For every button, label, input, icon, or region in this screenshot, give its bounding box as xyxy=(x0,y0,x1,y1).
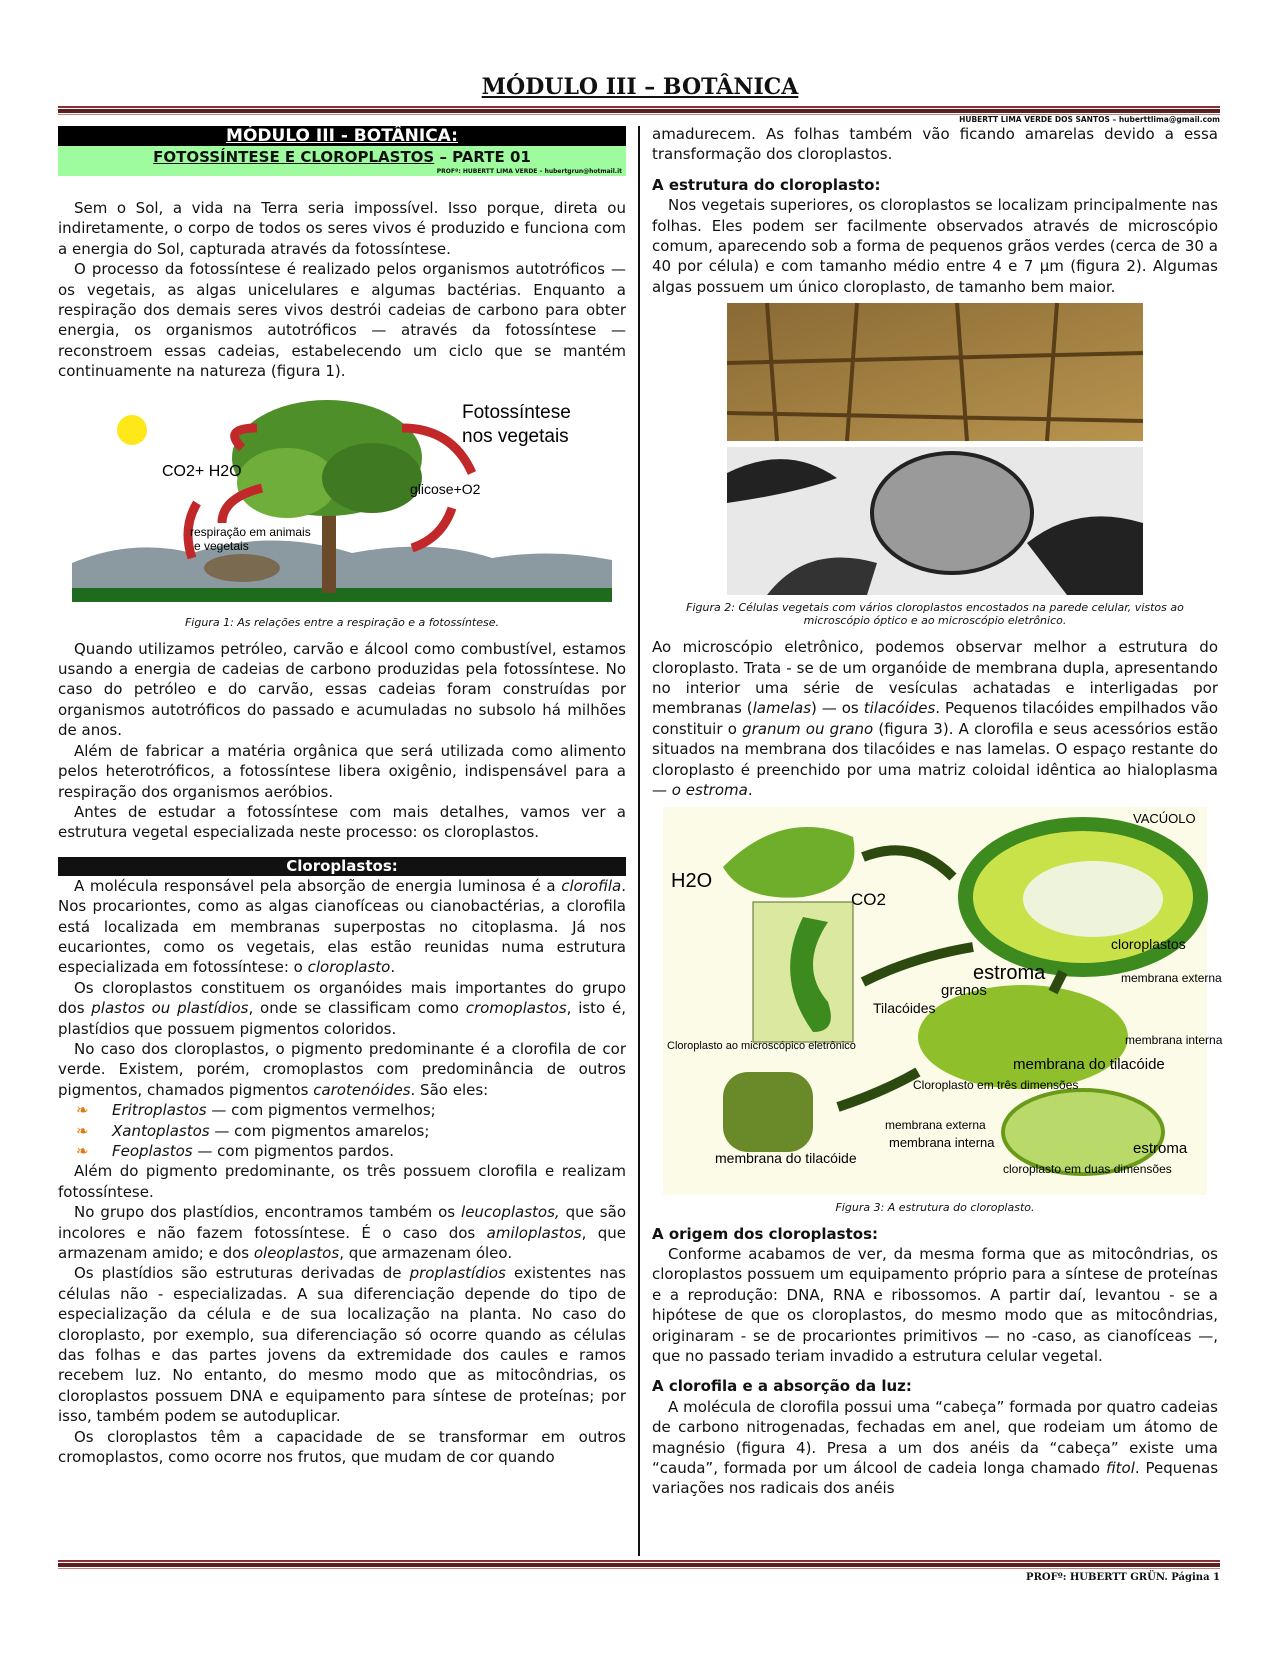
leaf-bullet-icon: ❧ xyxy=(76,1101,89,1120)
paragraph xyxy=(652,195,1218,297)
label-h2o: H2O xyxy=(671,869,713,892)
label-co2: CO2 xyxy=(851,889,886,909)
plastid-desc: — com pigmentos amarelos; xyxy=(209,1121,430,1140)
text-run: Os cloroplastos constituem os organóides mais importantes do grupo dos xyxy=(58,978,626,1018)
heading-clorofila-luz: A clorofila e a absorção da luz: xyxy=(652,1377,912,1396)
text-run: Sem o Sol, a vida na Terra seria impossível. Isso porque, direta ou indiretamente, o corpo de todos os seres vivos é produzido e funciona com a energia do Sol, capturada através da fotossíntese. xyxy=(58,199,626,258)
text-run: O processo da fotossíntese é realizado pelos organismos autotróficos — os vegetais, as algas unicelulares e algumas bactérias. Enquanto a respiração dos demais seres vivos destrói cadeias de carbono para obter energia, os organismos autotróficos — através da fotossíntese — reconstroem essas cadeias, estabelecendo um ciclo que se mantém continuamente na natureza (figura 1). xyxy=(58,260,626,381)
text-run: No caso dos cloroplastos, o pigmento predominante é a clorofila de cor verde. Existem, porém, cromoplastos com predominância de outros pigmentos, chamados pigmentos xyxy=(58,1039,626,1099)
figure-1-caption: Figura 1: As relações entre a respiração e a fotossíntese. xyxy=(184,615,500,629)
section-cloroplastos: Cloroplastos: xyxy=(58,857,626,876)
paragraph xyxy=(58,1161,626,1202)
fig1-label-resp: respiração em animais xyxy=(190,524,311,539)
left-column xyxy=(58,126,626,1468)
chloroplast-3d xyxy=(918,985,1128,1089)
figure-3-caption: Figura 3: A estrutura do cloroplasto. xyxy=(835,1200,1035,1214)
text-run: Os plastídios são estruturas derivadas de xyxy=(74,1264,410,1283)
text-run: . Pequenas variações nos radicais dos anéis xyxy=(652,1458,1219,1498)
right-column xyxy=(652,124,1223,1499)
fig1-label-glicose: glicose+O2 xyxy=(410,480,481,497)
label-membrana-interna: membrana interna xyxy=(1125,1032,1223,1047)
text-run: existentes nas células não - especializadas. A sua diferenciação depende do tipo de especialização da célula e de sua localização na planta. No caso do cloroplasto, por exemplo, sua diferenciação só ocorre quando as células das folhas e das partes jovens da extremidade dos caules e ramos recebem luz. No entanto, do mesmo modo que as mitocôndrias, os cloroplastos possuem DNA e equipamento para síntese de proteínas; por isso, também podem se autoduplicar. xyxy=(58,1264,627,1426)
paragraph xyxy=(58,876,626,978)
subtitle-part: – PARTE 01 xyxy=(434,148,531,166)
text-block xyxy=(652,1244,1218,1366)
text-run: . xyxy=(747,781,753,800)
italic-term: granum ou grano xyxy=(742,719,874,738)
label-vacuolo: VACÚOLO xyxy=(1133,810,1196,826)
label-duas-dimensoes: cloroplasto em duas dimensões xyxy=(1003,1161,1172,1176)
italic-term: amiloplastos xyxy=(486,1223,582,1242)
text-run: . São eles: xyxy=(410,1080,489,1099)
text-run: , isto é, plastídios que possuem pigmentos coloridos. xyxy=(58,999,626,1038)
text-run: , que armazenam amido; e dos xyxy=(58,1223,626,1263)
text-block xyxy=(58,876,626,1100)
paragraph xyxy=(58,1263,626,1426)
italic-term: proplastídios xyxy=(409,1264,506,1283)
sun-icon xyxy=(117,415,147,445)
footer-rule xyxy=(58,1560,1220,1569)
leaf-bullet-icon: ❧ xyxy=(76,1121,89,1140)
text-run: Além de fabricar a matéria orgânica que será utilizada como alimento pelos heterotróficos, a fotossíntese libera oxigênio, indispensável para a respiração dos organismos aeróbios. xyxy=(58,741,626,801)
label-membrana-tilacoide: membrana do tilacóide xyxy=(1013,1055,1165,1073)
column-divider xyxy=(638,126,640,1556)
text-block xyxy=(58,639,626,843)
box-subtitle xyxy=(58,146,626,176)
text-run: Além do pigmento predominante, os três possuem clorofila e realizam fotossíntese. xyxy=(58,1162,626,1201)
paragraph xyxy=(652,124,1218,165)
italic-term: carotenóides xyxy=(313,1080,411,1099)
page-title: MÓDULO III – BOTÂNICA xyxy=(481,74,799,100)
fig1-label-resp-2: e vegetais xyxy=(194,538,249,553)
paragraph xyxy=(58,639,626,741)
fig1-label-co2: CO2+ H2O xyxy=(162,462,242,480)
text-run: No grupo dos plastídios, encontramos também os xyxy=(74,1203,462,1222)
label-membrana-tilacoide-2: membrana do tilacóide xyxy=(715,1149,857,1166)
paragraph xyxy=(58,198,626,259)
paragraph xyxy=(652,1397,1218,1499)
paragraph xyxy=(58,802,626,843)
italic-term: plastos ou plastídios xyxy=(91,999,249,1018)
text-block xyxy=(58,198,626,382)
text-block xyxy=(652,637,1218,800)
figure-3-chloroplast-structure xyxy=(663,807,1223,1195)
paragraph xyxy=(58,259,626,381)
text-block xyxy=(652,1397,1218,1499)
italic-term: fitol xyxy=(1105,1458,1135,1477)
plastid-desc: — com pigmentos pardos. xyxy=(192,1142,395,1160)
page-footer: PROFº: HUBERTT GRÜN. Página 1 xyxy=(1026,1572,1220,1583)
text-run: que são incolores e não fazem fotossíntese. É o caso dos xyxy=(58,1203,626,1242)
paragraph xyxy=(58,978,626,1039)
label-estroma-2: estroma xyxy=(1133,1139,1188,1157)
box-title: MÓDULO III - BOTÂNICA: xyxy=(58,126,626,146)
subtitle-main: FOTOSSÍNTESE E CLOROPLASTOS xyxy=(153,148,435,166)
text-run: , que armazenam óleo. xyxy=(339,1244,513,1263)
box-credit: PROFº: HUBERTT LIMA VERDE – hubertgrun@hotmail.it xyxy=(436,168,622,175)
text-block xyxy=(58,1161,626,1467)
fig1-title: Fotossíntese xyxy=(462,401,571,423)
text-run: Conforme acabamos de ver, da mesma forma que as mitocôndrias, os cloroplastos possuem um equipamento próprio para a síntese de proteínas e a reprodução: DNA, RNA e ribossomos. A partir daí, levantou - se a hipótese de que os cloroplastos, do mesmo modo que as mitocôndrias, originaram - se de procariontes primitivos — no -caso, as cianofíceas —, que no passado teriam invadido a estrutura celular vegetal. xyxy=(652,1244,1218,1365)
figure-2-micrographs xyxy=(727,303,1143,595)
text-block xyxy=(652,124,1218,165)
animal xyxy=(204,554,280,582)
plastid-name: Feoplastos xyxy=(112,1142,193,1160)
list-item xyxy=(58,1121,626,1141)
text-run: amadurecem. As folhas também vão ficando amarelas devido a essa transformação dos cloroplastos. xyxy=(652,125,1218,164)
text-run: A molécula de clorofila possui uma “cabeça” formada por quatro cadeias de carbono nitrogenadas, fechadas em anel, que rodeiam um átomo de magnésio (figura 4). Presa a um dos anéis da “cabeça” existe uma “cauda”, formada por um álcool de cadeia longa chamado xyxy=(652,1397,1218,1477)
text-run: . xyxy=(390,958,396,977)
italic-term: cromoplastos xyxy=(465,999,567,1018)
label-cloroplastos: cloroplastos xyxy=(1111,935,1186,952)
list-item xyxy=(58,1100,626,1120)
label-membrana-externa: membrana externa xyxy=(1121,970,1222,985)
figure-2-caption: Figura 2: Células vegetais com vários cloroplastos encostados na parede celular, vistos ao microscópio óptico e ao microscópio eletrônico. xyxy=(686,601,1184,628)
text-run: Os cloroplastos têm a capacidade de se transformar em outros cromoplastos, como ocorre nos frutos, que mudam de cor quando xyxy=(58,1427,626,1467)
italic-term: o estroma xyxy=(671,781,748,800)
text-run: , onde se classificam como xyxy=(248,999,466,1018)
italic-term: oleoplastos xyxy=(253,1244,340,1263)
text-run: (figura 3). A clorofila e seus acessórios estão situados na membrana dos tilacóides e nas lamelas. O espaço restante do cloroplasto é preenchido por uma matriz coloidal idêntica ao hialoplasma — xyxy=(652,719,1218,800)
figure-1-photosynthesis xyxy=(72,388,612,610)
header-rule xyxy=(58,106,1220,115)
text-block xyxy=(652,195,1218,297)
carotenoid-list xyxy=(58,1100,626,1161)
text-run: . Pequenos tilacóides empilhados vão constituir o xyxy=(652,699,1219,738)
text-run: . Nos procariontes, como as algas cianofíceas ou cianobactérias, a clorofila está localizada em membranas superpostas no citoplasma. Já nos eucariontes, como os vegetais, elas estão reunidas numa estrutura especializada em fotossíntese: o xyxy=(58,876,626,977)
label-tilacoides: Tilacóides xyxy=(873,999,936,1016)
label-tres-dimensoes: Cloroplasto em três dimensões xyxy=(913,1077,1079,1092)
paragraph xyxy=(652,637,1218,800)
label-membrana-externa-2: membrana externa xyxy=(885,1117,986,1132)
paragraph xyxy=(58,1427,626,1468)
italic-term: cloroplasto xyxy=(307,958,391,977)
plastid-name: Eritroplastos xyxy=(112,1101,207,1120)
heading-origem: A origem dos cloroplastos: xyxy=(652,1224,879,1243)
paragraph xyxy=(58,1039,626,1100)
paragraph xyxy=(652,1244,1218,1366)
plastid-name: Xantoplastos xyxy=(112,1121,210,1140)
fig1-title-2: nos vegetais xyxy=(462,425,569,447)
text-run: Nos vegetais superiores, os cloroplastos se localizam principalmente nas folhas. Eles podem ser facilmente observados através de microscópio comum, aparecendo sob a forma de pequenos grãos verdes (cerca de 30 a 40 por célula) e com tamanho médio entre 4 e 7 µm (figura 2). Algumas algas possuem um único cloroplasto, de tamanho bem maior. xyxy=(652,196,1218,296)
text-run: ) — os xyxy=(811,699,864,718)
author-line: HUBERTT LIMA VERDE DOS SANTOS – huberttlima@gmail.com xyxy=(959,115,1220,124)
text-run: Quando utilizamos petróleo, carvão e álcool como combustível, estamos usando a energia de cadeias de carbono produzidas pela fotossíntese. No caso do petróleo e do carvão, essas cadeias foram construídas por organismos autotróficos do passado e acumuladas no subsolo há milhões de anos. xyxy=(58,639,626,740)
text-run: A molécula responsável pela absorção de energia luminosa é a xyxy=(74,876,562,895)
label-microscopio: Cloroplasto ao microscópico eletrônico xyxy=(667,1039,856,1052)
italic-term: lamelas xyxy=(752,699,812,718)
text-run: Ao microscópio eletrônico, podemos observar melhor a estrutura do cloroplasto. Trata - se de um organóide de membrana dupla, apresentando no interior uma série de vesículas achatadas e interligadas por membranas ( xyxy=(652,638,1218,718)
chloroplast-em xyxy=(723,1072,813,1152)
italic-term: clorofila xyxy=(561,876,622,895)
list-item xyxy=(58,1141,626,1161)
paragraph xyxy=(58,741,626,802)
leaf-bullet-icon: ❧ xyxy=(76,1142,89,1160)
label-estroma: estroma xyxy=(973,961,1046,984)
heading-estrutura: A estrutura do cloroplasto: xyxy=(652,175,881,194)
label-membrana-interna-2: membrana interna xyxy=(889,1134,995,1150)
italic-term: tilacóides xyxy=(863,699,936,718)
plastid-desc: — com pigmentos vermelhos; xyxy=(206,1101,436,1120)
label-granos: granos xyxy=(941,981,987,999)
ground xyxy=(72,588,612,602)
italic-term: leucoplastos, xyxy=(461,1203,560,1222)
text-run: Antes de estudar a fotossíntese com mais detalhes, vamos ver a estrutura vegetal especializada neste processo: os cloroplastos. xyxy=(58,802,626,842)
paragraph xyxy=(58,1202,626,1263)
